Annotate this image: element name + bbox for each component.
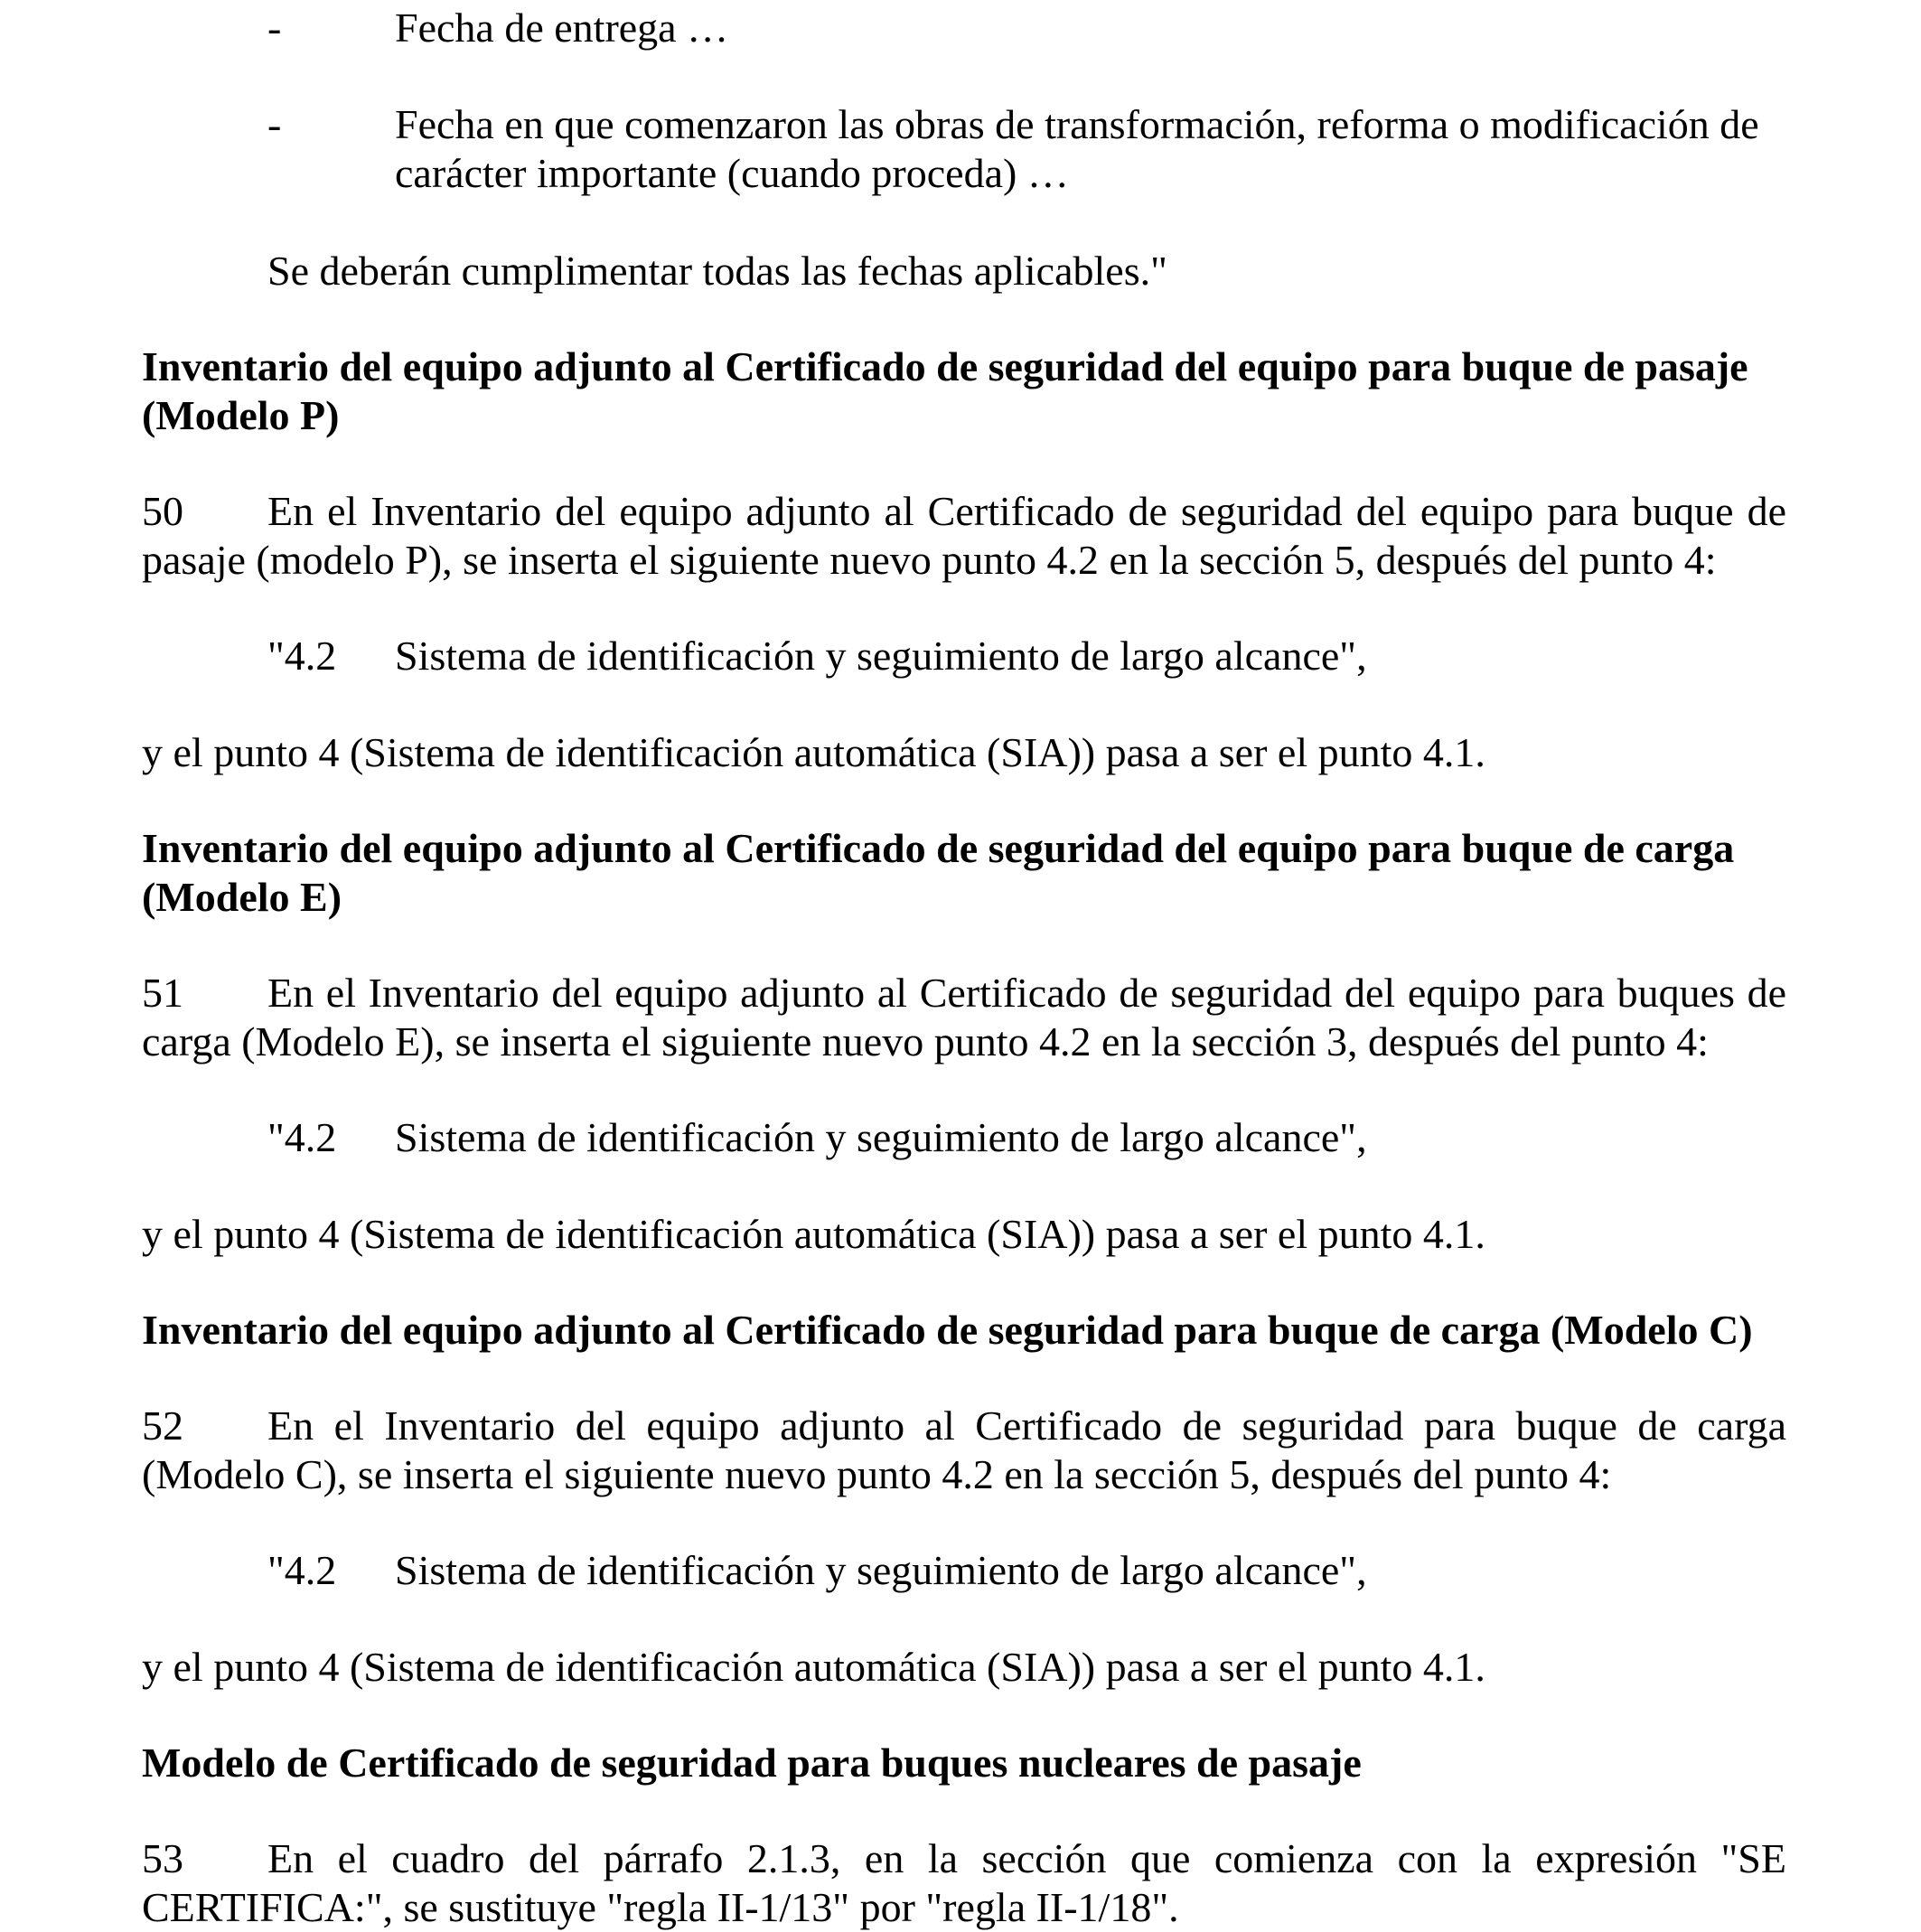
- paragraph-53: [142, 1834, 1786, 1932]
- paragraph-number: 51: [142, 970, 183, 1016]
- quoted-item-number: "4.2: [267, 1114, 337, 1160]
- list-item-delivery-date: Fecha de entrega …: [395, 5, 729, 51]
- list-dash: -: [267, 101, 282, 147]
- quoted-item-text: Sistema de identificación y seguimiento de largo alcance",: [395, 633, 1367, 679]
- section-heading-model-p: Inventario del equipo adjunto al Certificado de seguridad del equipo para buque de pasaje (Modelo P): [142, 343, 1748, 438]
- section-heading-nuclear-passenger: Modelo de Certificado de seguridad para buques nucleares de pasaje: [142, 1740, 1362, 1786]
- paragraph-50: [142, 487, 1786, 585]
- quoted-item-text: Sistema de identificación y seguimiento de largo alcance",: [395, 1547, 1367, 1593]
- paragraph-text: En el Inventario del equipo adjunto al Certificado de seguridad para buque de carga (Modelo C), se inserta el siguiente nuevo punto 4.2 en la sección 5, después del punto 4:: [142, 1402, 1786, 1497]
- renumbering-note: y el punto 4 (Sistema de identificación automática (SIA)) pasa a ser el punto 4.1.: [142, 729, 1485, 775]
- paragraph-text: En el Inventario del equipo adjunto al Certificado de seguridad del equipo para buques de carga (Modelo E), se inserta el siguiente nuevo punto 4.2 en la sección 3, después del punto 4:: [142, 970, 1786, 1064]
- paragraph-number: 52: [142, 1402, 183, 1449]
- quoted-item-text: Sistema de identificación y seguimiento de largo alcance",: [395, 1114, 1367, 1160]
- section-heading-model-e: Inventario del equipo adjunto al Certificado de seguridad del equipo para buque de carga (Modelo E): [142, 825, 1735, 920]
- paragraph-text: En el cuadro del párrafo 2.1.3, en la sección que comienza con la expresión "SE CERTIFICA:", se sustituye "regla II-1/13" por "regla II-1/18".: [142, 1835, 1786, 1930]
- paragraph-51: [142, 969, 1786, 1066]
- quoted-item-number: "4.2: [267, 1547, 337, 1593]
- renumbering-note: y el punto 4 (Sistema de identificación automática (SIA)) pasa a ser el punto 4.1.: [142, 1211, 1485, 1257]
- dates-note: Se deberán cumplimentar todas las fechas aplicables.": [267, 248, 1167, 294]
- paragraph-52: [142, 1402, 1786, 1499]
- paragraph-number: 53: [142, 1835, 183, 1881]
- list-item-works-date: Fecha en que comenzaron las obras de transformación, reforma o modificación de carácter importante (cuando proceda) …: [395, 101, 1759, 196]
- section-heading-model-c: Inventario del equipo adjunto al Certificado de seguridad para buque de carga (Modelo C): [142, 1307, 1753, 1353]
- list-dash: -: [267, 5, 282, 51]
- paragraph-text: En el Inventario del equipo adjunto al Certificado de seguridad del equipo para buque de pasaje (modelo P), se inserta el siguiente nuevo punto 4.2 en la sección 5, después del punto 4:: [142, 488, 1786, 583]
- quoted-item-number: "4.2: [267, 633, 337, 679]
- renumbering-note: y el punto 4 (Sistema de identificación automática (SIA)) pasa a ser el punto 4.1.: [142, 1644, 1485, 1690]
- paragraph-number: 50: [142, 488, 183, 534]
